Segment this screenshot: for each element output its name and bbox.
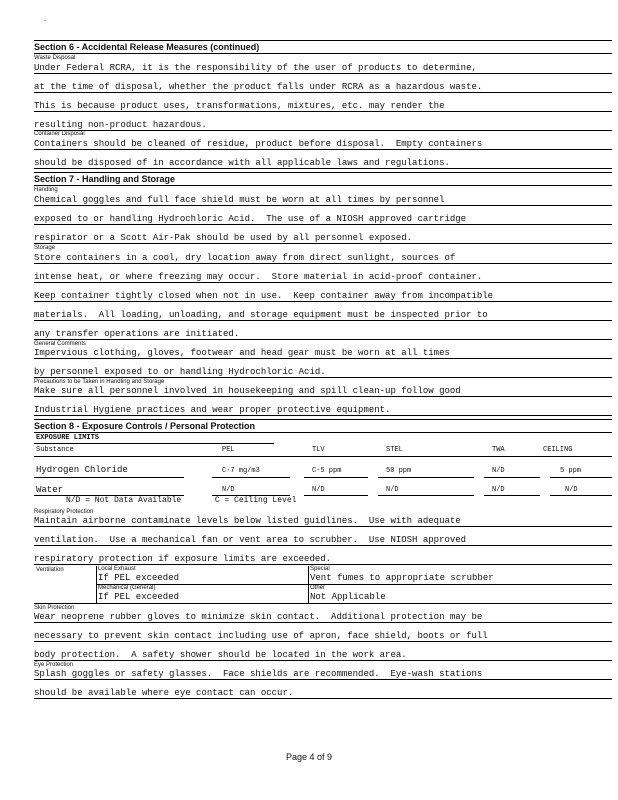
precautions-label: Precautions to be Taken in Handling and Storage — [34, 379, 165, 385]
header-row-rule — [34, 456, 612, 457]
vent-bottom-rule — [34, 603, 612, 604]
row2-rule-e — [484, 495, 540, 496]
scan-mark: . — [44, 14, 47, 23]
storage-line-5: any transfer operations are initiated. — [34, 329, 612, 340]
row1-rule-e — [484, 477, 540, 478]
local-exhaust-value: If PEL exceeded — [98, 573, 180, 583]
col-tlv: TLV — [312, 446, 325, 454]
other-label: Other — [310, 585, 326, 591]
vent-divider-left — [96, 566, 97, 604]
col-stel: STEL — [386, 446, 403, 454]
row1-ceiling: 5 ppm — [560, 467, 582, 475]
resp-line-3: respiratory protection if exposure limits are exceeded. — [34, 554, 612, 565]
respiratory-label: Respiratory Protection — [34, 509, 94, 515]
special-value: Vent fumes to appropriate scrubber — [310, 573, 494, 583]
mechanical-label: Mechanical (General) — [98, 585, 156, 591]
waste-line-3: This is because product uses, transformations, mixtures, etc. may render the — [34, 101, 612, 112]
eye-protection-label: Eye Protection — [34, 662, 74, 668]
row1-rule-c — [304, 477, 368, 478]
exposure-limits-title: EXPOSURE LIMITS — [36, 434, 100, 442]
row1-substance: Hydrogen Chloride — [36, 465, 128, 475]
row1-pel: C-7 mg/m3 — [222, 467, 260, 475]
row1-tlv: C-5 ppm — [312, 467, 342, 475]
general-comments-label: General Comments — [34, 341, 87, 347]
storage-line-3: Keep container tightly closed when not in use. Keep container away from incompatible — [34, 291, 612, 302]
col-ceiling: CEILING — [543, 446, 573, 454]
col-substance: Substance — [36, 446, 74, 454]
row1-stel: 50 ppm — [386, 467, 412, 475]
page-number: Page 4 of 9 — [285, 752, 333, 762]
container-line-1: Containers should be cleaned of residue, product before disposal. Empty containers — [34, 139, 612, 150]
exposure-legend: N/D = Not Data Available C = Ceiling Level — [66, 496, 297, 505]
vent-row-rule — [96, 584, 612, 585]
row2-ceiling: N/D — [565, 486, 578, 494]
waste-line-1: Under Federal RCRA, it is the responsibility of the user of products to determine, — [34, 63, 612, 74]
container-disposal-label: Container Disposal — [34, 131, 85, 137]
row2-rule-c — [304, 495, 368, 496]
skin-line-1: Wear neoprene rubber gloves to minimize skin contact. Additional protection may be — [34, 612, 612, 623]
col-pel: PEL — [222, 446, 235, 454]
col-twa: TWA — [492, 446, 505, 454]
row1-rule-f — [550, 477, 612, 478]
storage-line-4: materials. All loading, unloading, and storage equipment must be inspected prior to — [34, 310, 612, 321]
waste-disposal-label: Waste Disposal — [34, 55, 76, 61]
ventilation-label: Ventilation — [36, 567, 64, 573]
row2-tlv: N/D — [312, 486, 325, 494]
skin-protection-label: Skin Protection — [34, 605, 75, 611]
vent-divider-mid — [308, 566, 309, 604]
general-line-2: by personnel exposed to or handling Hydrochloric Acid. — [34, 367, 612, 378]
row2-stel: N/D — [386, 486, 399, 494]
row1-rule-d — [378, 477, 474, 478]
resp-line-2: ventilation. Use a mechanical fan or vent area to scrubber. Use NIOSH approved — [34, 535, 612, 546]
handling-line-2: exposed to or handling Hydrochloric Acid. The use of a NIOSH approved cartridge — [34, 214, 612, 225]
storage-line-2: intense heat, or where freezing may occur. Store material in acid-proof container. — [34, 272, 612, 283]
waste-line-2: at the time of disposal, whether the product falls under RCRA as a hazardous waste. — [34, 82, 612, 93]
skin-line-2: necessary to prevent skin contact including use of apron, face shield, boots or full — [34, 631, 612, 642]
precautions-line-2: Industrial Hygiene practices and wear proper protective equipment. — [34, 405, 612, 416]
container-line-2: should be disposed of in accordance with all applicable laws and regulations. — [34, 158, 612, 169]
precautions-line-1: Make sure all personnel involved in housekeeping and spill clean-up follow good — [34, 386, 612, 397]
row2-substance: Water — [36, 485, 64, 495]
mechanical-value: If PEL exceeded — [98, 592, 180, 602]
row1-rule-b — [212, 477, 290, 478]
waste-line-4: resulting non-product hazardous. — [34, 120, 612, 131]
row1-rule-a — [34, 477, 184, 478]
general-line-1: Impervious clothing, gloves, footwear and head gear must be worn at all times — [34, 348, 612, 359]
row1-twa: N/D — [492, 467, 505, 475]
storage-line-1: Store containers in a cool, dry location away from direct sunlight, sources of — [34, 253, 612, 264]
row2-rule-f — [550, 495, 612, 496]
storage-label: Storage — [34, 245, 56, 251]
section-7-heading: Section 7 - Handling and Storage — [34, 172, 612, 186]
eye-line-2: should be available where eye contact can occur. — [34, 688, 612, 699]
section-6-heading: Section 6 - Accidental Release Measures (continued) — [34, 40, 612, 54]
section-8-heading: Section 8 - Exposure Controls / Personal Protection — [34, 419, 612, 433]
resp-line-1: Maintain airborne contaminate levels below listed guidlines. Use with adequate — [34, 516, 612, 527]
row2-pel: N/D — [222, 486, 235, 494]
skin-line-3: body protection. A safety shower should be located in the work area. — [34, 650, 612, 661]
exposure-title-rule — [34, 443, 274, 444]
eye-line-1: Splash goggles or safety glasses. Face shields are recommended. Eye-wash stations — [34, 669, 612, 680]
row2-rule-d — [378, 495, 474, 496]
row2-twa: N/D — [492, 486, 505, 494]
handling-line-1: Chemical goggles and full face shield must be worn at all times by personnel — [34, 195, 612, 206]
other-value: Not Applicable — [310, 592, 386, 602]
local-exhaust-label: Local Exhaust — [98, 566, 136, 572]
handling-label: Handling — [34, 187, 58, 193]
handling-line-3: respirator or a Scott Air-Pak should be used by all personnel exposed. — [34, 233, 612, 244]
special-label: Special — [310, 566, 330, 572]
